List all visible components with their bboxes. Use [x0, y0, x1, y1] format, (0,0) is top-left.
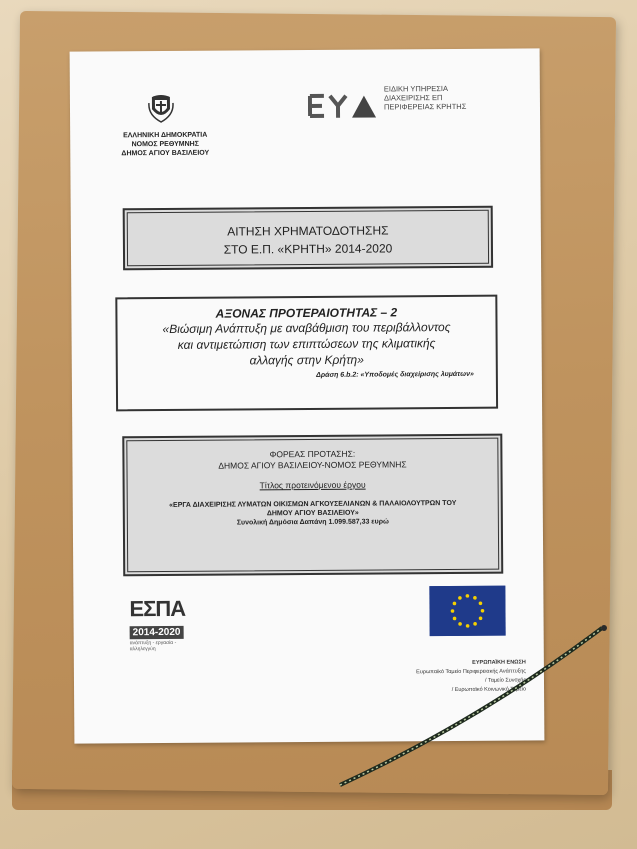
priority-axis-line: και αντιμετώπιση των επιπτώσεων της κλιματικής [177, 336, 436, 352]
priority-axis-line: «Βιώσιμη Ανάπτυξη με αναβάθμιση του περιβάλλοντος [162, 319, 451, 337]
espa-tagline: ανάπτυξη - εργασία - αλληλεγγύη [129, 639, 177, 653]
espa-wordmark: ΕΣΠΑ [129, 595, 186, 622]
issuer-line: ΔΗΜΟΣ ΑΓΙΟΥ ΒΑΣΙΛΕΙΟΥ [121, 149, 210, 158]
project-title-label: Τίτλος προτεινόμενου έργου [259, 479, 366, 491]
espa-years: 2014-2020 [130, 626, 184, 639]
eu-line: ΕΥΡΩΠΑΪΚΗ ΕΝΩΣΗ [472, 659, 526, 666]
application-title-line: ΑΙΤΗΣΗ ΧΡΗΜΑΤΟΔΟΤΗΣΗΣ [227, 223, 389, 239]
eyd-line: ΔΙΑΧΕΙΡΙΣΗΣ ΕΠ [383, 93, 443, 103]
issuer-line: ΕΛΛΗΝΙΚΗ ΔΗΜΟΚΡΑΤΙΑ [123, 131, 208, 140]
priority-axis-line: αλλαγής στην Κρήτη» [249, 352, 364, 368]
eyd-line: ΕΙΔΙΚΗ ΥΠΗΡΕΣΙΑ [383, 84, 448, 94]
eu-line: / Ταμείο Συνοχής [484, 677, 527, 684]
project-cost: Συνολική Δημόσια Δαπάνη 1.099.587,33 ευρώ [236, 518, 389, 527]
priority-axis-heading: ΑΞΟΝΑΣ ΠΡΟΤΕΡΑΙΟΤΗΤΑΣ – 2 [215, 305, 398, 321]
eu-line: / Ευρωπαϊκό Κοινωνικό Ταμείο [451, 686, 527, 693]
project-title-line: ΔΗΜΟΥ ΑΓΙΟΥ ΒΑΣΙΛΕΙΟΥ» [266, 509, 359, 518]
action-subtitle: Δράση 6.b.2: «Υποδομές διαχείρισης λυμάτων» [316, 370, 474, 379]
eu-line: Ευρωπαϊκό Ταμείο Περιφερειακής Ανάπτυξης [416, 668, 526, 676]
application-title-line: ΣΤΟ Ε.Π. «ΚΡΗΤΗ» 2014-2020 [223, 241, 393, 257]
project-title-line: «ΕΡΓΑ ΔΙΑΧΕΙΡΙΣΗΣ ΛΥΜΑΤΩΝ ΟΙΚΙΣΜΩΝ ΑΓΚΟΥΣΕΛΙΑΝΩΝ & ΠΑΛΑΙΟΛΟΥΤΡΩΝ ΤΟΥ [169, 499, 457, 509]
proposer-name: ΔΗΜΟΣ ΑΓΙΟΥ ΒΑΣΙΛΕΙΟΥ-ΝΟΜΟΣ ΡΕΘΥΜΝΗΣ [218, 459, 407, 471]
proposer-label: ΦΟΡΕΑΣ ΠΡΟΤΑΣΗΣ: [269, 448, 356, 460]
issuer-line: ΝΟΜΟΣ ΡΕΘΥΜΝΗΣ [131, 140, 199, 149]
eyd-line: ΠΕΡΙΦΕΡΕΙΑΣ ΚΡΗΤΗΣ [383, 101, 467, 112]
